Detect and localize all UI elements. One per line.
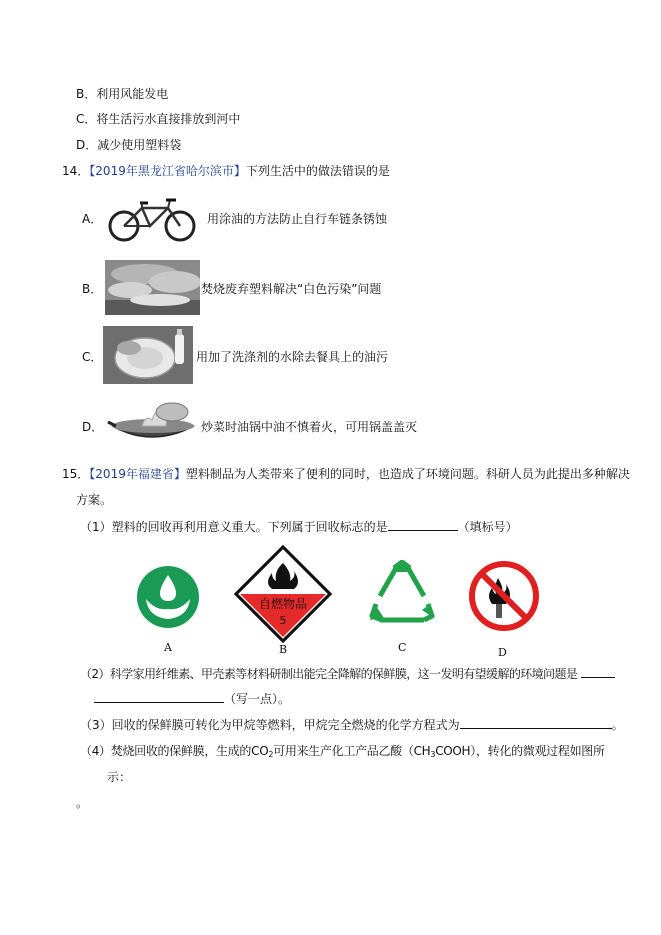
q14-option-d-text: 炒菜时油锅中油不慎着火，可用锅盖盖灭 <box>201 420 418 434</box>
q15-part1-tail: （填标号） <box>457 520 518 534</box>
answer-blank[interactable] <box>388 518 458 531</box>
q15-part2-tail: （写一点）。 <box>224 692 291 706</box>
hazard-class-number: 5 <box>279 614 287 627</box>
sign-b-label: B <box>279 643 288 656</box>
washing-dishes-image <box>103 326 193 384</box>
question-text: 下列生活中的做法错误的是 <box>245 164 390 178</box>
source-bracket-open: 【 <box>89 164 96 178</box>
answer-blank[interactable] <box>94 690 224 703</box>
q15-part4-line1 <box>80 743 605 763</box>
q15-part4-text-c: COOH），转化的微观过程如图所 <box>435 744 605 758</box>
question-15-stem-line2: 方案。 <box>76 493 113 507</box>
q15-part3 <box>80 716 624 733</box>
source-bracket-close: 】 <box>173 467 186 481</box>
water-saving-icon <box>136 565 200 629</box>
no-fire-icon <box>468 560 540 632</box>
q14-option-a-text: 用涂油的方法防止自行车链条锈蚀 <box>207 212 388 226</box>
question-14-stem <box>62 163 390 179</box>
answer-blank[interactable] <box>460 716 612 729</box>
recycle-icon <box>366 560 438 626</box>
q15-part3-text: （3）回收的保鲜膜可转化为甲烷等燃料，甲烷完全燃烧的化学方程式为 <box>80 718 460 732</box>
question-number: 14． <box>62 164 90 178</box>
option-c: C．将生活污水直接排放到河中 <box>76 112 241 126</box>
flammable-solid-icon <box>234 545 332 643</box>
q15-part2-line1 <box>80 665 615 682</box>
burning-smoke-image <box>105 260 200 315</box>
q14-option-a-letter: A． <box>82 212 103 226</box>
q14-option-b-text: 焚烧废弃塑料解决“白色污染”问题 <box>201 282 382 296</box>
question-text: 塑料制品为人类带来了便利的同时，也造成了环境问题。科研人员为此提出多种解决 <box>185 467 630 481</box>
q15-part4-line2: 示： <box>107 770 132 784</box>
question-source: 2019年福建省 <box>95 467 174 481</box>
q14-option-d-letter: D． <box>82 420 104 434</box>
option-b: B．利用风能发电 <box>76 87 169 101</box>
source-bracket-open: 【 <box>89 467 96 481</box>
question-source: 2019年黑龙江省哈尔滨市 <box>95 164 234 178</box>
q14-option-c-text: 用加了洗涤剂的水除去餐具上的油污 <box>196 350 389 364</box>
q15-part4-text-b: 可用来生产化工产品乙酸（CH <box>273 744 431 758</box>
wok-fire-image <box>106 400 200 448</box>
sign-a-label: A <box>164 641 172 654</box>
q15-part1 <box>80 518 518 535</box>
subscript: 3 <box>430 750 436 759</box>
subscript: 2 <box>268 750 274 759</box>
question-15-stem-line1 <box>62 466 630 482</box>
source-bracket-close: 】 <box>233 164 246 178</box>
sign-c-label: C <box>398 641 407 654</box>
bicycle-image <box>106 196 198 242</box>
q15-part1-text: （1）塑料的回收再利用意义重大。下列属于回收标志的是 <box>80 520 388 534</box>
sign-d-label: D <box>498 646 507 659</box>
q15-part2-text: （2）科学家用纤维素、甲壳素等材料研制出能完全降解的保鲜膜，这一发明有望缓解的环境问题是 <box>80 667 578 681</box>
q15-part3-tail: 。 <box>611 718 624 732</box>
q15-part2-line2 <box>94 690 290 707</box>
q14-option-b-letter: B． <box>82 282 103 296</box>
end-mark: 。 <box>76 796 89 810</box>
question-number: 15． <box>62 467 90 481</box>
answer-blank[interactable] <box>581 665 615 678</box>
option-d: D．减少使用塑料袋 <box>76 138 182 152</box>
q15-part4-text-a: （4）焚烧回收的保鲜膜，生成的CO <box>80 744 269 758</box>
flammable-label: 自燃物品 <box>258 597 308 611</box>
q14-option-c-letter: C． <box>82 350 103 364</box>
